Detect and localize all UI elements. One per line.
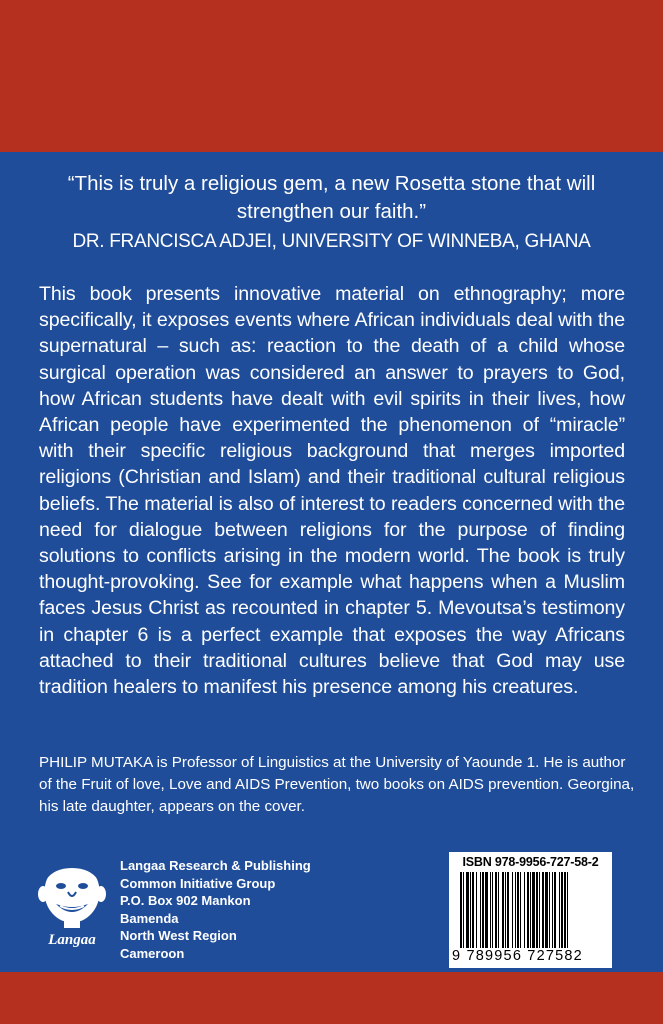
book-description: This book presents innovative material on ethnography; more specifically, it exposes events where African individuals deal with the supernatural – such as: reaction to the death of a child whose surgical operation was considered an answer to prayers to God, how African students have dealt with evil spirits in their lives, how African people have experimented the phenomenon of “miracle” with their specific religious background that merges imported religions (Christian and Islam) and their traditional cultural religious beliefs. The material is also of interest to readers concerned with the need for dialogue between religions for the purpose of finding solutions to conflicts arising in the modern world. The book is truly thought-provoking. See for example what happens when a Muslim faces Jesus Christ as recounted in chapter 5. Mevoutsa’s testimony in chapter 6 is a perfect example that exposes the way Africans attached to their traditional cultures believe that God may use tradition healers to manifest his presence among his creatures. [39, 283, 625, 699]
publisher-line: Cameroon [120, 945, 185, 961]
barcode-bar [517, 872, 519, 948]
barcode-bar [470, 872, 471, 948]
barcode-bar [492, 872, 493, 948]
barcode-bar [552, 872, 553, 948]
author-bio: PHILIP MUTAKA is Professor of Linguistics at the University of Yaounde 1. He is author of the Fruit of love, Love and AIDS Prevention, two books on AIDS prevention. Georgina, his late daughter, appears on the cover. [39, 754, 635, 815]
barcode-bar [498, 872, 499, 948]
barcode-bar [482, 872, 484, 948]
barcode-bar [539, 872, 540, 948]
logo-wordmark: Langaa [48, 932, 96, 948]
barcode-bar [520, 872, 521, 948]
publisher-line: Bamenda [120, 910, 179, 926]
barcode-bar [559, 872, 560, 948]
publisher-info [120, 857, 311, 962]
barcode-bar [564, 872, 566, 948]
barcode-bar [549, 872, 550, 948]
barcode-bar [463, 872, 464, 948]
top-red-band [0, 0, 663, 152]
barcode-bar [542, 872, 544, 948]
endorsement-attribution: DR. FRANCISCA ADJEI, UNIVERSITY OF WINNEBA, GHANA [72, 231, 591, 252]
barcode-bar [524, 872, 525, 948]
publisher-line: North West Region [120, 928, 237, 943]
barcode-bar [507, 872, 509, 948]
barcode-bar [532, 872, 535, 948]
barcode-bar [527, 872, 529, 948]
barcode-bar [505, 872, 506, 948]
publisher-line: Langaa Research & Publishing [120, 858, 311, 873]
barcode-bar [495, 872, 497, 948]
barcode-bar [485, 872, 488, 948]
publisher-line: P.O. Box 902 Mankon [120, 893, 251, 908]
publisher-line: Common Initiative Group [120, 875, 276, 891]
barcode-bar [460, 872, 462, 948]
barcode-bar [554, 872, 556, 948]
barcode-bar [512, 872, 513, 948]
barcode-bar [502, 872, 504, 948]
barcode-bar [536, 872, 538, 948]
barcode-bar [480, 872, 481, 948]
barcode-bar [466, 872, 469, 948]
barcode-bar [515, 872, 516, 948]
barcode-bar [561, 872, 563, 948]
barcode-bar [545, 872, 548, 948]
endorsement-quote: “This is truly a religious gem, a new Rosetta stone that will strengthen our faith.” [67, 172, 596, 223]
barcode-bar [530, 872, 531, 948]
isbn-barcode [449, 852, 612, 968]
barcode-bar [472, 872, 474, 948]
isbn-label: ISBN 978-9956-727-58-2 [462, 855, 599, 869]
langaa-logo-icon [34, 856, 110, 950]
barcode-bar [490, 872, 491, 948]
bottom-red-band [0, 972, 663, 1024]
barcode-bar [476, 872, 477, 948]
barcode-bars [459, 872, 605, 948]
barcode-bar [567, 872, 568, 948]
barcode-digits: 9 789956 727582 [452, 948, 583, 964]
